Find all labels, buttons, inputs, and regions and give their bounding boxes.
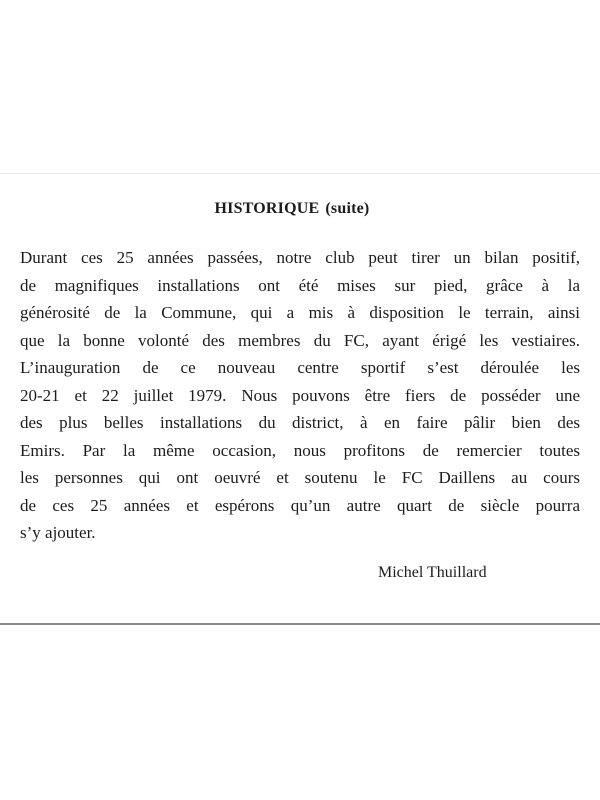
author-signature: Michel Thuillard (378, 564, 487, 581)
body-paragraph (20, 244, 580, 547)
heading-suffix: (suite) (325, 200, 370, 217)
paragraph-line: que la bonne volonté des membres du FC, ayant érigé les vestiaires. (20, 330, 580, 350)
paragraph-line: générosité de la Commune, qui a mis à disposition le terrain, ainsi (20, 303, 580, 322)
paragraph-line: de ces 25 années et espérons qu’un autre quart de siècle pourra (20, 495, 580, 515)
paragraph-line: les personnes qui ont oeuvré et soutenu le FC Daillens au cours (20, 468, 580, 487)
paragraph-line: des plus belles installations du district, à en faire pâlir bien des (20, 413, 580, 432)
paragraph-line: de magnifiques installations ont été mises sur pied, grâce à la (20, 275, 580, 295)
paragraph-line: 20-21 et 22 juillet 1979. Nous pouvons être fiers de posséder une (20, 385, 580, 405)
bottom-rule (0, 623, 600, 625)
document-heading (0, 200, 584, 218)
paragraph-line: Durant ces 25 années passées, notre club peut tirer un bilan positif, (20, 248, 580, 267)
paragraph-line: L’inauguration de ce nouveau centre sportif s’est déroulée les (20, 358, 580, 377)
paragraph-line: Emirs. Par la même occasion, nous profitons de remercier toutes (20, 440, 580, 460)
scan-edge-line (0, 173, 600, 174)
heading-title: HISTORIQUE (214, 200, 320, 217)
paragraph-line-last: s’y ajouter. (20, 523, 96, 542)
